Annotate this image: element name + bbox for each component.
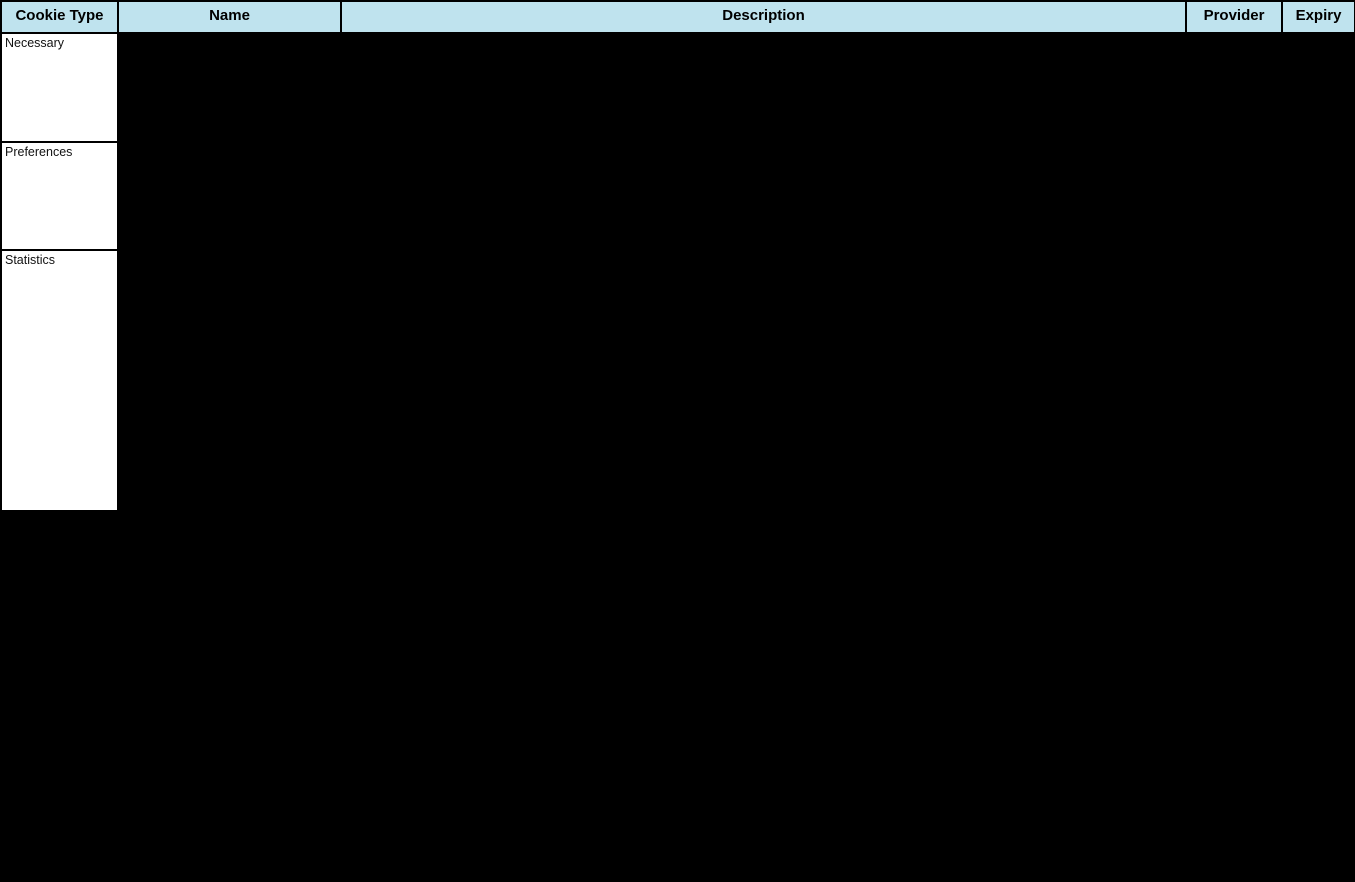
header-description: Description [342,2,1185,32]
header-provider: Provider [1187,2,1281,32]
cookie-type-cell: Preferences [2,143,117,249]
cookie-type-cell: Statistics [2,251,117,510]
header-cookie-type: Cookie Type [2,2,117,32]
header-name: Name [119,2,340,32]
header-expiry: Expiry [1283,2,1354,32]
cookie-type-cell: Necessary [2,34,117,141]
